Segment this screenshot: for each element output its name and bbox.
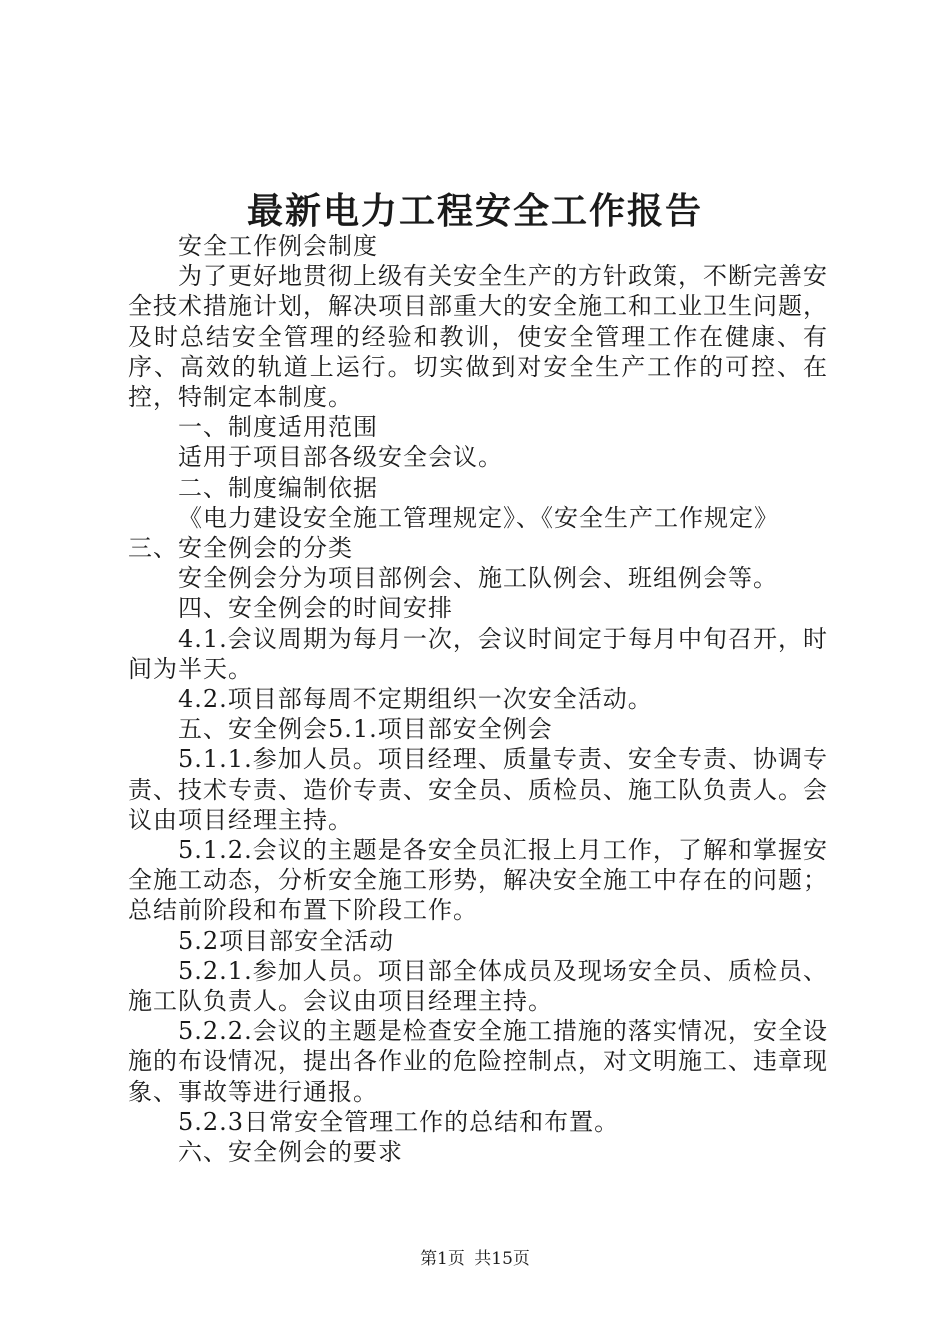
paragraph: 安全工作例会制度 <box>178 232 378 260</box>
paragraph: 四、安全例会的时间安排 <box>178 594 453 623</box>
page-total: 共15页 <box>474 1249 530 1269</box>
paragraph: 《电力建设安全施工管理规定》、《安全生产工作规定》 <box>178 503 779 532</box>
page-footer <box>0 1244 950 1269</box>
paragraph: 一、制度适用范围 <box>178 413 378 442</box>
paragraph: 安全例会分为项目部例会、施工队例会、班组例会等。 <box>178 564 778 593</box>
page-title: 最新电力工程安全工作报告 <box>246 190 703 232</box>
paragraph: 六、安全例会的要求 <box>178 1138 403 1167</box>
paragraph: 二、制度编制依据 <box>178 473 378 502</box>
paragraph: 5.2.2.会议的主题是检查安全施工措施的落实情况，安全设施的布设情况，提出各作业的危险控制点，对文明施工、违章现象、事故等进行通报。 <box>128 1017 828 1106</box>
paragraph: 5.2.1.参加人员。项目部全体成员及现场安全员、质检员、施工队负责人。会议由项目经理主持。 <box>128 956 828 1016</box>
paragraph: 适用于项目部各级安全会议。 <box>178 443 503 472</box>
paragraph: 三、安全例会的分类 <box>128 534 353 563</box>
page-number: 第1页 <box>420 1249 465 1269</box>
paragraph: 为了更好地贯彻上级有关安全生产的方针政策，不断完善安全技术措施计划，解决项目部重大的安全施工和工业卫生问题，及时总结安全管理的经验和教训，使安全管理工作在健康、有序、高效的轨道上运行。切实做到对安全生产工作的可控、在控，特制定本制度。 <box>128 262 828 412</box>
paragraph: 五、安全例会5.1.项目部安全例会 <box>178 715 553 744</box>
paragraph: 5.2项目部安全活动 <box>178 926 395 955</box>
paragraph: 5.2.3日常安全管理工作的总结和布置。 <box>178 1107 620 1136</box>
paragraph: 5.1.2.会议的主题是各安全员汇报上月工作，了解和掌握安全施工动态，分析安全施工形势，解决安全施工中存在的问题；总结前阶段和布置下阶段工作。 <box>128 836 828 925</box>
paragraph: 4.2.项目部每周不定期组织一次安全活动。 <box>178 685 653 714</box>
paragraph: 4.1.会议周期为每月一次，会议时间定于每月中旬召开，时间为半天。 <box>128 624 828 683</box>
document-body <box>128 231 828 1167</box>
paragraph: 5.1.1.参加人员。项目经理、质量专责、安全专责、协调专责、技术专责、造价专责、安全员、质检员、施工队负责人。会议由项目经理主持。 <box>128 745 828 834</box>
